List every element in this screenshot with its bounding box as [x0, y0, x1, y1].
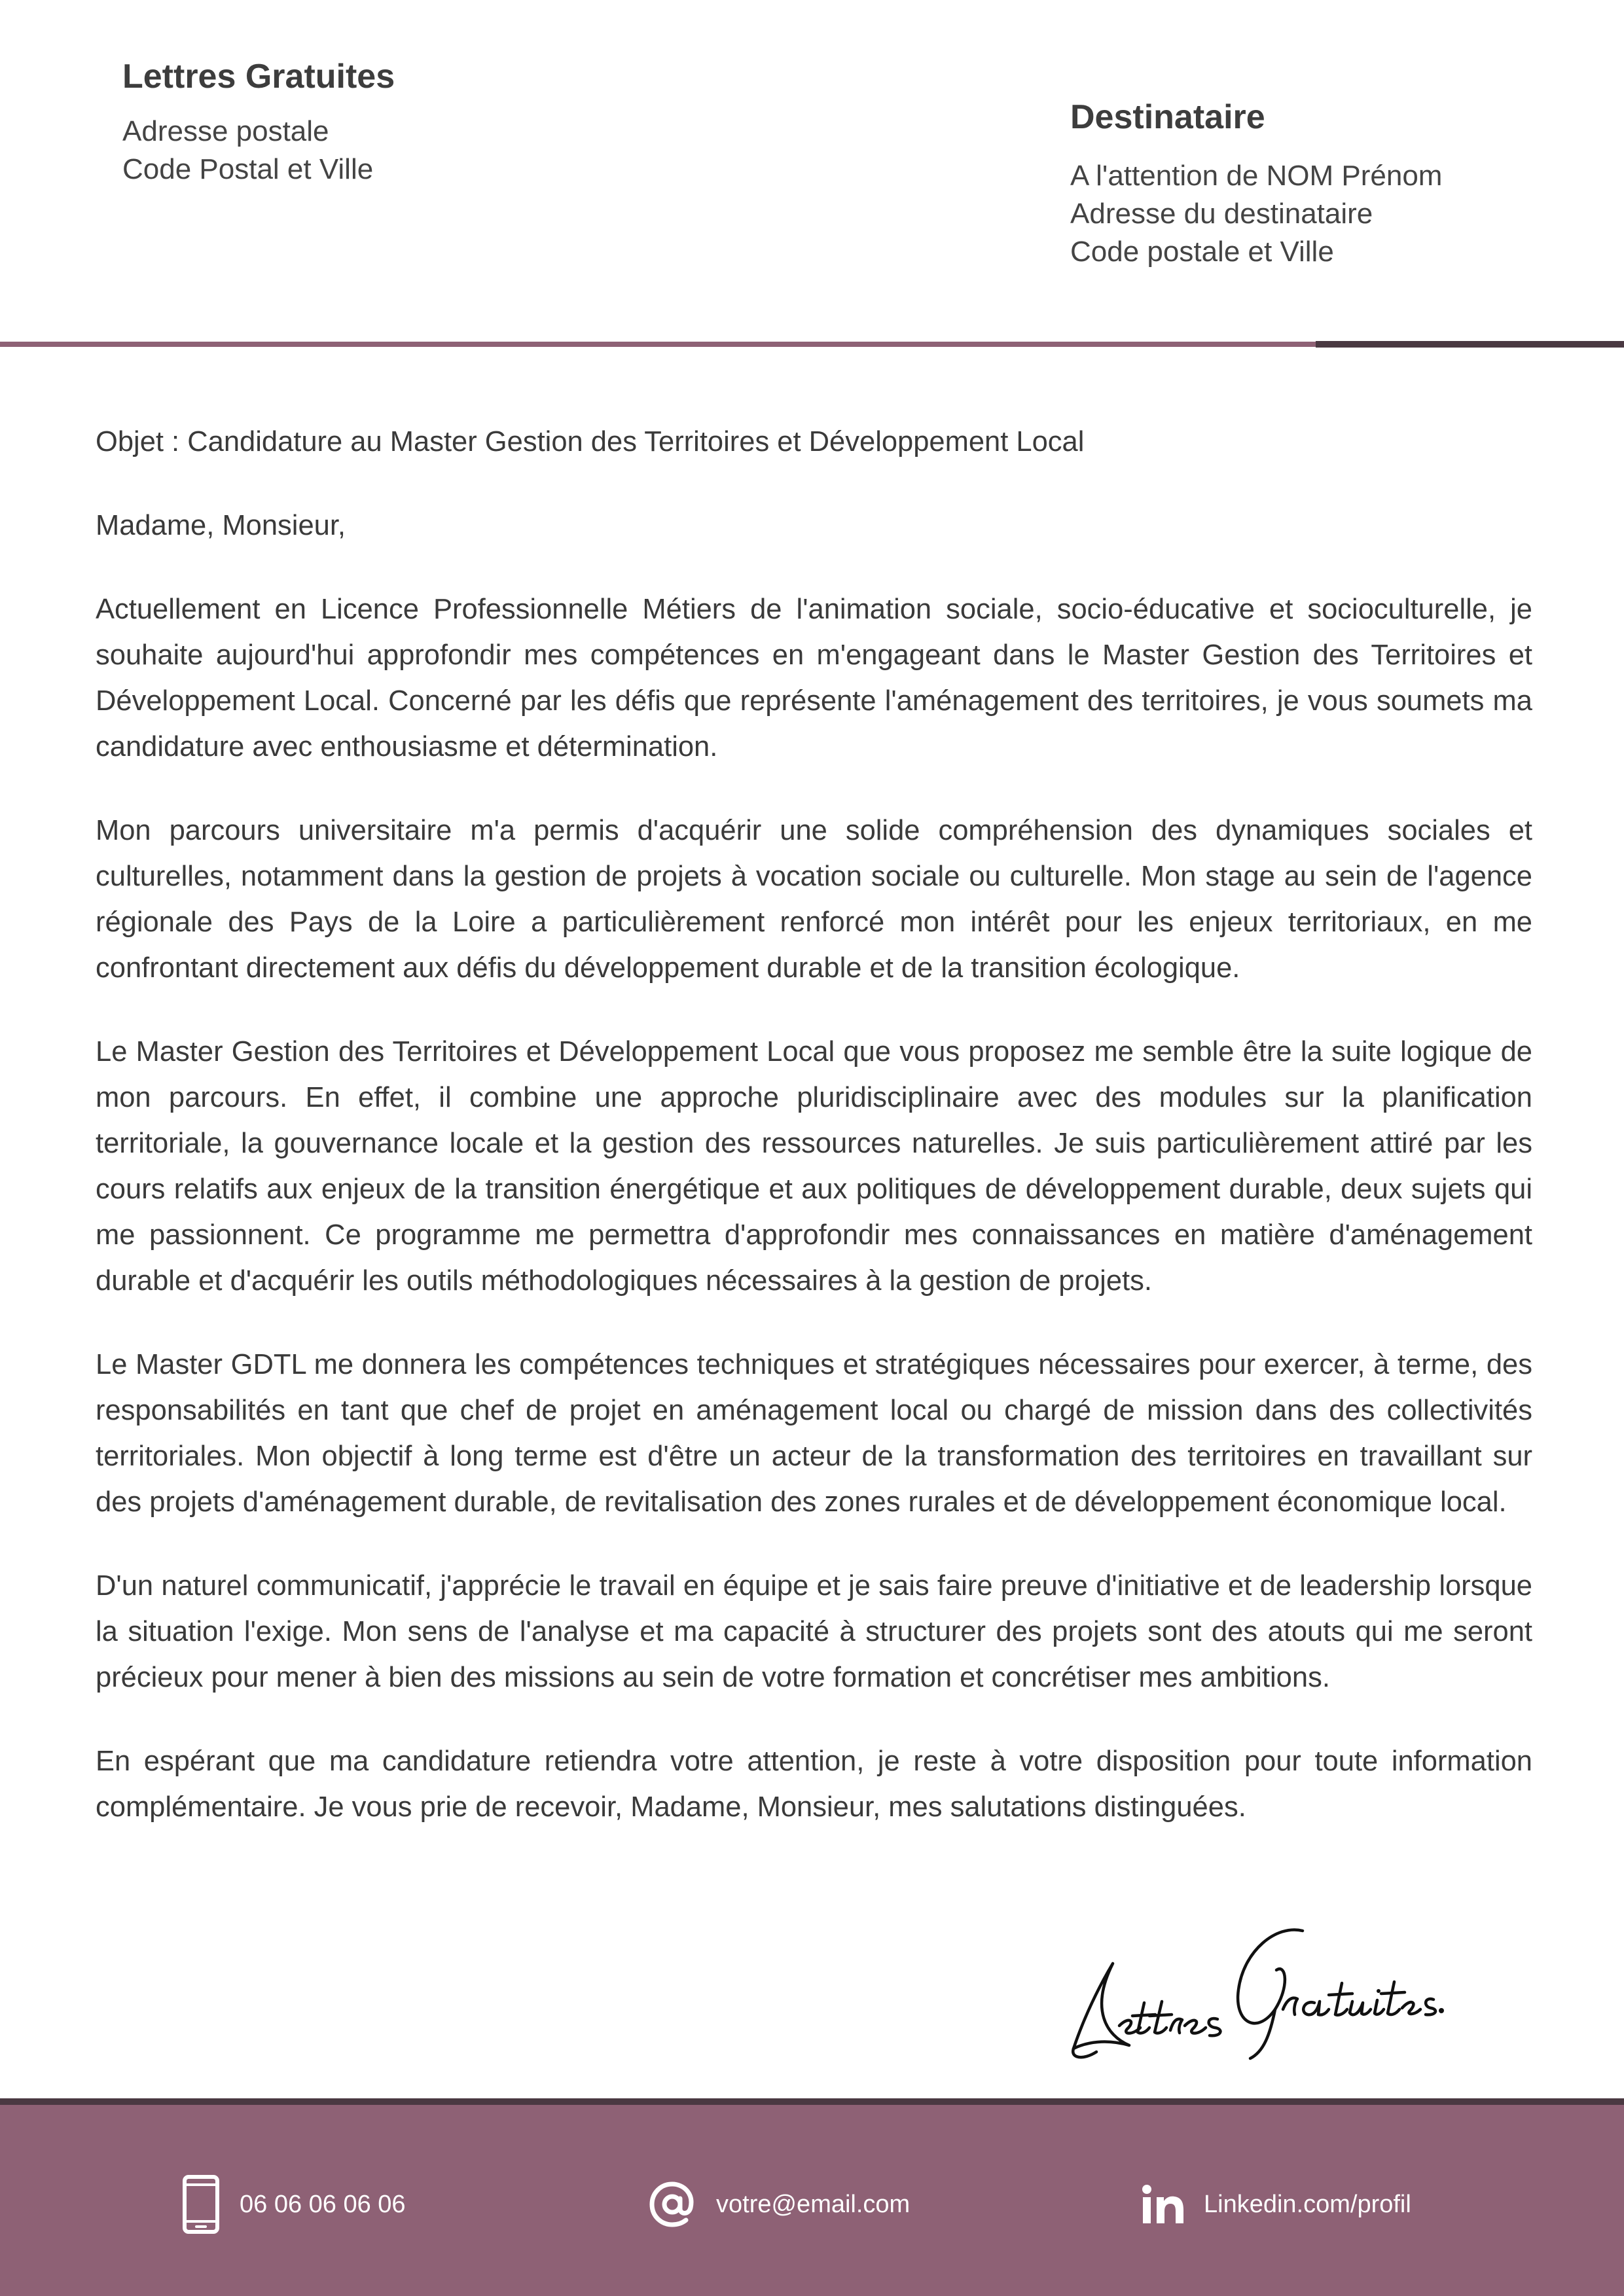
- signature: [1067, 1911, 1447, 2068]
- sender-block: [122, 54, 712, 188]
- footer-email: [648, 2172, 910, 2237]
- at-icon: [648, 2180, 696, 2229]
- header-divider-accent: [1316, 341, 1624, 348]
- letter-greeting: Madame, Monsieur,: [96, 510, 346, 541]
- letter-paragraph: D'un naturel communicatif, j'apprécie le travail en équipe et je sais faire preuve d'initiative et de leadership lorsque la situation l'exige. Mon sens de l'analyse et ma capacité à structurer des projets sont des atouts qui me seront précieux pour mener à bien des missions au sein de votre formation et concrétiser mes ambitions.: [96, 1570, 1532, 1693]
- recipient-block: [1070, 96, 1594, 271]
- recipient-city: Code postale et Ville: [1070, 236, 1334, 268]
- letter-paragraph: En espérant que ma candidature retiendra votre attention, je reste à votre disposition pour toute information complémentaire. Je vous prie de recevoir, Madame, Monsieur, mes salutations distinguées.: [96, 1746, 1532, 1823]
- phone-number[interactable]: 06 06 06 06 06: [240, 2190, 406, 2218]
- linkedin-url[interactable]: Linkedin.com/profil: [1204, 2190, 1411, 2218]
- letter-paragraph: Actuellement en Licence Professionnelle Métiers de l'animation sociale, socio-éducative et socioculturelle, je souhaite aujourd'hui approfondir mes compétences en m'engageant dans le Master Gestion des Territoires et Développement Local. Concerné par les défis que représente l'aménagement des territoires, je vous soumets ma candidature avec enthousiasme et détermination.: [96, 594, 1532, 762]
- sender-address: Adresse postale: [122, 115, 329, 147]
- letter-paragraph: Mon parcours universitaire m'a permis d'acquérir une solide compréhension des dynamiques sociales et culturelles, notamment dans la gestion de projets à vocation sociale ou culturelle. Mon stage au sein de l'agence régionale des Pays de la Loire a particulièrement renforcé mon intérêt pour les enjeux territoriaux, en me confrontant directement aux défis du développement durable et de la transition écologique.: [96, 815, 1532, 984]
- letter-subject: Objet : Candidature au Master Gestion des Territoires et Développement Local: [96, 426, 1085, 457]
- linkedin-icon: [1142, 2185, 1184, 2224]
- footer-linkedin: [1142, 2172, 1411, 2237]
- email-address[interactable]: votre@email.com: [716, 2190, 911, 2218]
- recipient-title: Destinataire: [1070, 98, 1265, 136]
- header-divider: [0, 342, 1316, 347]
- sender-name: Lettres Gratuites: [122, 58, 395, 96]
- letter-paragraph: Le Master Gestion des Territoires et Développement Local que vous proposez me semble être la suite logique de mon parcours. En effet, il combine une approche pluridisciplinaire avec des modules sur la planification territoriale, la gouvernance locale et la gestion des ressources naturelles. Je suis particulièrement attiré par les cours relatifs aux enjeux de la transition énergétique et aux politiques de développement durable, deux sujets qui me passionnent. Ce programme me permettra d'approfondir mes connaissances en matière d'aménagement durable et d'acquérir les outils méthodologiques nécessaires à la gestion de projets.: [96, 1036, 1532, 1297]
- footer-divider: [0, 2098, 1624, 2105]
- phone-icon: [182, 2174, 220, 2234]
- letter-body: [96, 419, 1532, 1868]
- recipient-address: Adresse du destinataire: [1070, 198, 1373, 230]
- recipient-attention: A l'attention de NOM Prénom: [1070, 160, 1443, 192]
- letter-paragraph: Le Master GDTL me donnera les compétences techniques et stratégiques nécessaires pour exercer, à terme, des responsabilités en tant que chef de projet en aménagement local ou chargé de mission dans des collectivités territoriales. Mon objectif à long terme est d'être un acteur de la transformation des territoires en travaillant sur des projets d'aménagement durable, de revitalisation des zones rurales et de développement économique local.: [96, 1349, 1532, 1518]
- sender-city: Code Postal et Ville: [122, 153, 374, 185]
- footer-phone: [182, 2172, 406, 2237]
